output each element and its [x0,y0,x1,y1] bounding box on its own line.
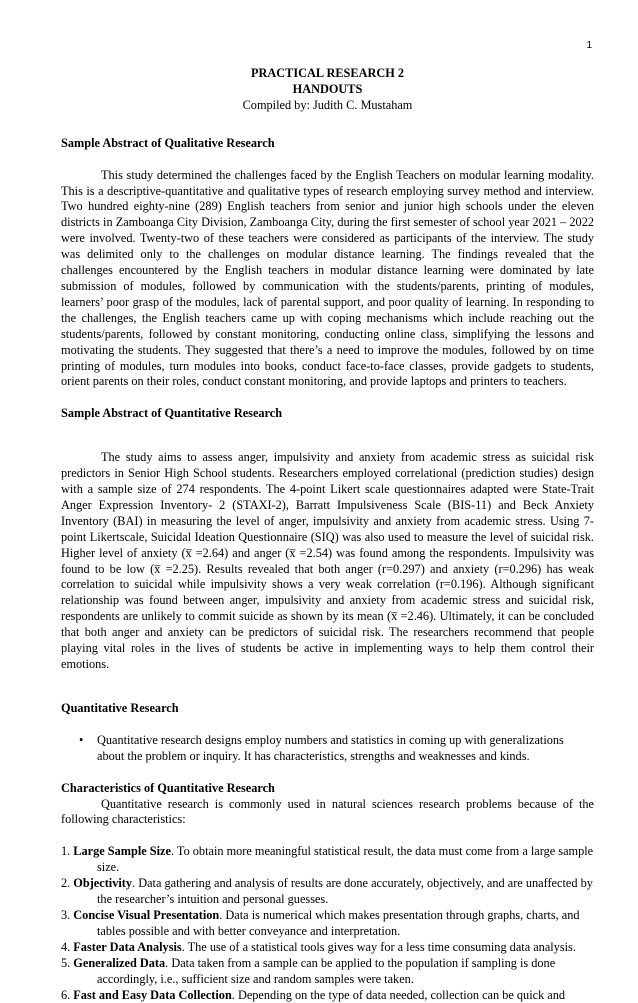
list-item [61,940,594,956]
item-text: . Data is numerical which makes presentation through graphs, charts, and tables possible and with better conveyance and interpretation. [97,908,580,938]
item-term: Generalized Data [73,956,165,970]
compiler-line: Compiled by: Judith C. Mustaham [61,98,594,114]
quantitative-bullets [61,733,594,765]
item-number: 5. [61,956,73,970]
quantitative-abstract-heading: Sample Abstract of Quantitative Research [61,406,594,422]
characteristics-list [61,844,594,1003]
item-text: . To obtain more meaningful statistical result, the data must come from a large sample size. [97,844,593,874]
qualitative-abstract: This study determined the challenges faced by the English Teachers on modular learning modality. This is a descriptive-quantitative and qualitative types of research employing survey method and interview. Two hundred eighty-nine (289) English teachers from senior and junior high schools under the eleven districts in Zamboanga City Division, Zamboanga City, during the first semester of school year 2021 – 2022 were involved. Twenty-two of these teachers were considered as participants of the interview. The study was delimited only to the challenges on modular distance learning. The findings revealed that the challenges encountered by the English teachers in modular distance learning were dominated by late submission of modules, followed by communication with the students/parents, printing of modules, learners’ poor grasp of the modules, lack of parental support, and poor quality of learning. In responding to the challenges, the English teachers came up with coping mechanisms which include reaching out the students/parents, followed by constant monitoring, conducting online class, simplifying the lessons and motivating the students. They suggested that there’s a need to improve the modules, followed by on time printing of modules, turn modules into books, conduct face-to-face classes, provide gadgets to students, orient parents on their roles, conduct constant monitoring, and provide laptops and printers to teachers. [61,168,594,391]
item-text: . Data gathering and analysis of results are done accurately, objectively, and are unaffected by the researcher’s intuition and personal guesses. [97,876,593,906]
characteristics-heading: Characteristics of Quantitative Research [61,781,594,797]
item-number: 2. [61,876,73,890]
title-block [61,66,594,114]
item-number: 6. [61,988,73,1002]
item-term: Objectivity [73,876,132,890]
item-text: . Data taken from a sample can be applied to the population if sampling is done accordingly, i.e., sufficient size and random samples were taken. [97,956,555,986]
qualitative-heading: Sample Abstract of Qualitative Research [61,136,594,152]
item-number: 4. [61,940,73,954]
item-text: . Depending on the type of data needed, collection can be quick and [232,988,565,1002]
document-body [61,66,594,1003]
list-item: • Quantitative research designs employ numbers and statistics in coming up with generalizations about the problem or inquiry. It has characteristics, strengths and weaknesses and kinds. [97,733,594,765]
list-item [61,988,594,1003]
list-item [61,844,594,876]
characteristics-intro: Quantitative research is commonly used in natural sciences research problems because of the following characteristics: [61,797,594,829]
item-term: Faster Data Analysis [73,940,181,954]
item-text: . The use of a statistical tools gives way for a less time consuming data analysis. [182,940,576,954]
quantitative-abstract: The study aims to assess anger, impulsivity and anxiety from academic stress as suicidal risk predictors in Senior High School students. Researchers employed correlational (prediction studies) design with a sample size of 274 respondents. The 4-point Likert scale questionnaires adapted were State-Trait Anger Expression Inventory- 2 (STAXI-2), Barratt Impulsiveness Scale (BIS-11) and Beck Anxiety Inventory (BAI) in measuring the level of anger, impulsivity and anxiety from academic stress. Using 7-point Likertscale, Suicidal Ideation Questionnaire (SIQ) was also used to measure the level of suicidal risk. Higher level of anxiety (x̅ =2.64) and anger (x̅ =2.54) was found among the respondents. Impulsivity was found to be low (x̅ =2.25). Results revealed that both anger (r=0.297) and anxiety (r=0.296) has weak correlation to suicidal while impulsivity shows a very weak correlation (r=0.196). Although significant relationship was found between anger, impulsivity and anxiety from academic stress and suicidal risk, respondents are unlikely to commit suicide as shown by its mean (x̅ =2.46). Ultimately, it can be concluded that both anger and anxiety can be predictors of suicidal risk. The researchers recommend that people playing vital roles in the lives of students be active in implementing ways to help them control their emotions. [61,450,594,673]
document-subtitle: HANDOUTS [61,82,594,98]
document-title: PRACTICAL RESEARCH 2 [61,66,594,82]
list-item [61,908,594,940]
item-number: 1. [61,844,73,858]
quantitative-research-heading: Quantitative Research [61,701,594,717]
item-term: Fast and Easy Data Collection [73,988,232,1002]
item-number: 3. [61,908,73,922]
page-number: 1 [586,38,592,54]
list-item [61,956,594,988]
item-term: Concise Visual Presentation [73,908,219,922]
item-term: Large Sample Size [73,844,171,858]
list-item [61,876,594,908]
